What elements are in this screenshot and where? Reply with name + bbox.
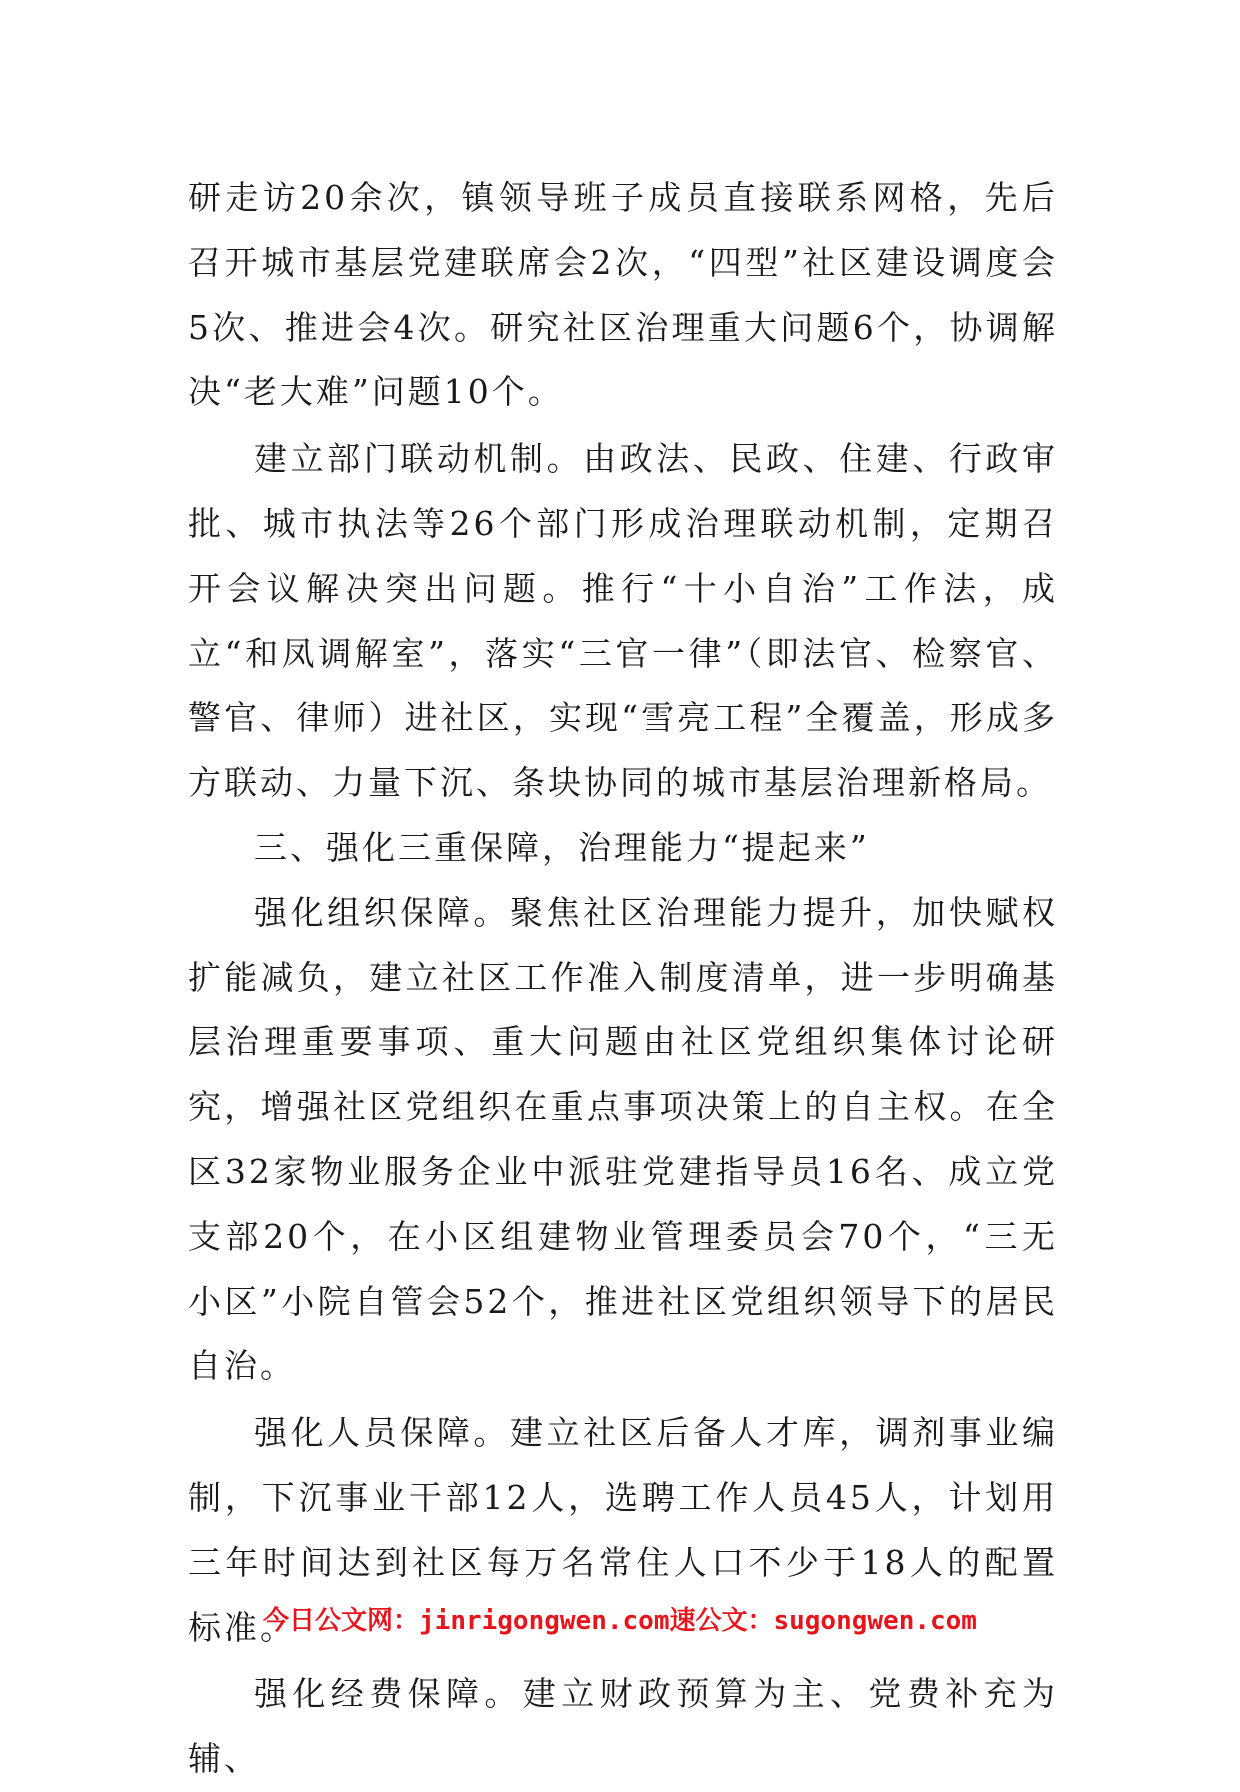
paragraph-department-linkage: 建立部门联动机制。由政法、民政、住建、行政审批、城市执法等26个部门形成治理联动机制，定期召开会议解决突出问题。推行“十小自治”工作法，成立“和凤调解室”，落实“三官一律”（即法官、检察官、警官、律师）进社区，实现“雪亮工程”全覆盖，形成多方联动、力量下沉、条块协同的城市基层治理新格局。 <box>188 439 1058 803</box>
section-heading-three: 三、强化三重保障，治理能力“提起来” <box>254 827 870 867</box>
paragraph-funding-guarantee: 强化经费保障。建立财政预算为主、党费补充为辅、 <box>188 1674 1058 1779</box>
watermark-footer: 今日公文网：jinrigongwen.com速公文：sugongwen.com <box>263 1606 977 1636</box>
paragraph-1: 研走访20余次，镇领导班子成员直接联系网格，先后召开城市基层党建联席会2次，“四型”社区建设调度会5次、推进会4次。研究社区治理重大问题6个，协调解决“老大难”问题10个。 <box>188 178 1058 412</box>
document-body <box>188 166 1058 1792</box>
paragraph-personnel-guarantee: 强化人员保障。建立社区后备人才库，调剂事业编制，下沉事业干部12人，选聘工作人员45人，计划用三年时间达到社区每万名常住人口不少于18人的配置标准。 <box>188 1413 1058 1647</box>
paragraph-organization-guarantee: 强化组织保障。聚焦社区治理能力提升，加快赋权扩能减负，建立社区工作准入制度清单，进一步明确基层治理重要事项、重大问题由社区党组织集体讨论研究，增强社区党组织在重点事项决策上的自主权。在全区32家物业服务企业中派驻党建指导员16名、成立党支部20个，在小区组建物业管理委员会70个，“三无小区”小院自管会52个，推进社区党组织领导下的居民自治。 <box>188 892 1058 1386</box>
